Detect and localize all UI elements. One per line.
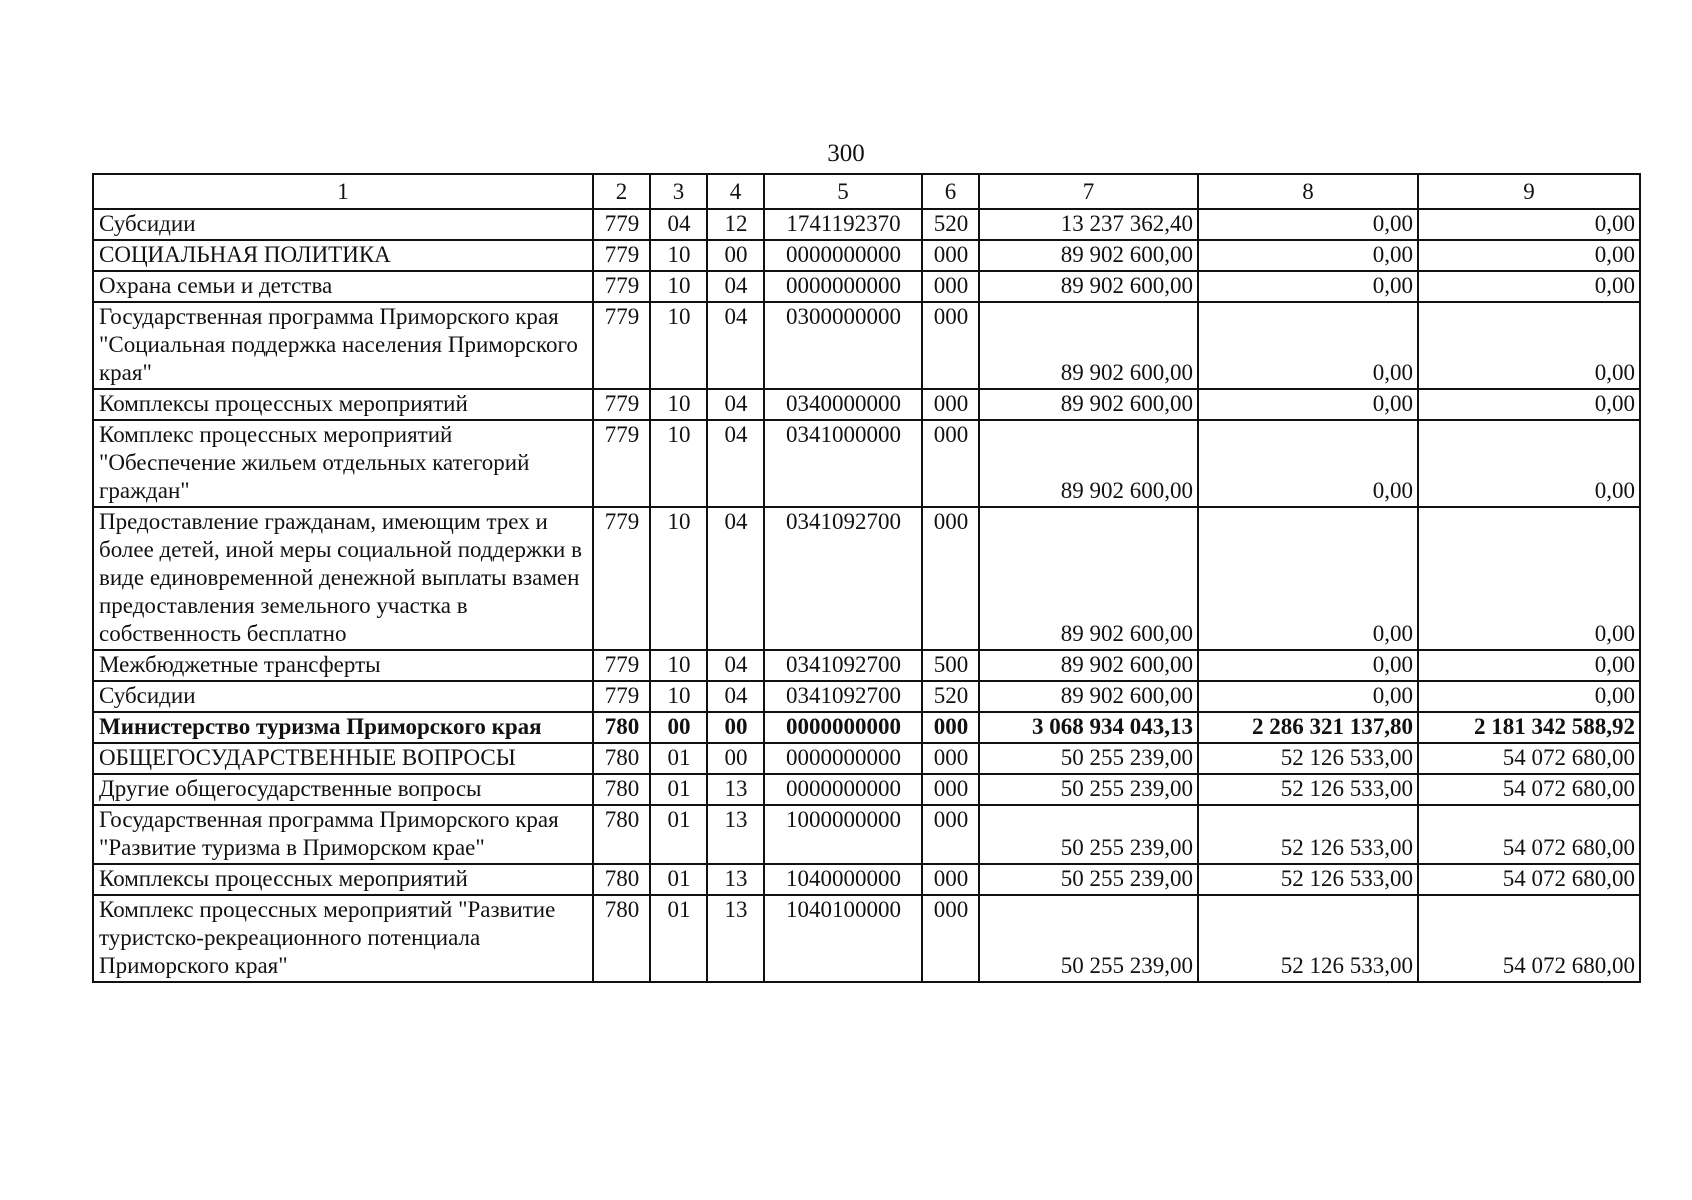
code-expense-type: 000: [922, 507, 979, 650]
row-name: Комплекс процессных мероприятий "Обеспечение жильем отдельных категорий граждан": [93, 420, 593, 507]
code-subsection: 04: [707, 302, 764, 389]
row-name: Комплексы процессных мероприятий: [93, 389, 593, 420]
amount-col7: 89 902 600,00: [979, 271, 1198, 302]
code-target: 0300000000: [764, 302, 922, 389]
amount-col9: 0,00: [1418, 240, 1640, 271]
code-subsection: 12: [707, 209, 764, 240]
code-subsection: 13: [707, 774, 764, 805]
code-section: 10: [650, 302, 707, 389]
code-admin: 779: [593, 420, 650, 507]
code-admin: 780: [593, 864, 650, 895]
code-subsection: 04: [707, 389, 764, 420]
table-row: [93, 712, 1640, 743]
amount-col8: 0,00: [1198, 650, 1418, 681]
code-expense-type: 000: [922, 712, 979, 743]
row-name: Комплекс процессных мероприятий "Развитие туристско-рекреационного потенциала Приморского края": [93, 895, 593, 982]
code-admin: 779: [593, 389, 650, 420]
amount-col8: 0,00: [1198, 209, 1418, 240]
row-name: Охрана семьи и детства: [93, 271, 593, 302]
table-row: [93, 302, 1640, 389]
column-header: 6: [922, 174, 979, 209]
row-name: Комплексы процессных мероприятий: [93, 864, 593, 895]
amount-col9: 0,00: [1418, 271, 1640, 302]
code-target: 1040100000: [764, 895, 922, 982]
code-target: 0000000000: [764, 240, 922, 271]
column-header: 7: [979, 174, 1198, 209]
row-name: Другие общегосударственные вопросы: [93, 774, 593, 805]
column-header: 5: [764, 174, 922, 209]
amount-col7: 50 255 239,00: [979, 895, 1198, 982]
amount-col7: 89 902 600,00: [979, 420, 1198, 507]
code-subsection: 13: [707, 805, 764, 864]
amount-col8: 0,00: [1198, 389, 1418, 420]
row-name: Субсидии: [93, 209, 593, 240]
budget-table: [92, 173, 1641, 983]
code-target: 0341000000: [764, 420, 922, 507]
table-row: [93, 743, 1640, 774]
code-section: 01: [650, 774, 707, 805]
column-header: 8: [1198, 174, 1418, 209]
code-expense-type: 000: [922, 420, 979, 507]
amount-col9: 0,00: [1418, 507, 1640, 650]
amount-col7: 89 902 600,00: [979, 389, 1198, 420]
amount-col7: 89 902 600,00: [979, 240, 1198, 271]
table-row: [93, 271, 1640, 302]
code-subsection: 13: [707, 864, 764, 895]
amount-col7: 50 255 239,00: [979, 743, 1198, 774]
code-target: 0000000000: [764, 774, 922, 805]
code-subsection: 04: [707, 420, 764, 507]
amount-col8: 52 126 533,00: [1198, 864, 1418, 895]
code-admin: 780: [593, 743, 650, 774]
column-header: 9: [1418, 174, 1640, 209]
code-target: 1000000000: [764, 805, 922, 864]
code-admin: 779: [593, 271, 650, 302]
code-expense-type: 520: [922, 681, 979, 712]
code-subsection: 00: [707, 712, 764, 743]
amount-col7: 13 237 362,40: [979, 209, 1198, 240]
amount-col8: 0,00: [1198, 240, 1418, 271]
header-row: [93, 174, 1640, 209]
code-target: 0000000000: [764, 743, 922, 774]
amount-col8: 52 126 533,00: [1198, 743, 1418, 774]
amount-col7: 3 068 934 043,13: [979, 712, 1198, 743]
code-target: 1741192370: [764, 209, 922, 240]
amount-col8: 52 126 533,00: [1198, 774, 1418, 805]
code-expense-type: 000: [922, 302, 979, 389]
amount-col9: 0,00: [1418, 209, 1640, 240]
amount-col7: 89 902 600,00: [979, 650, 1198, 681]
amount-col7: 89 902 600,00: [979, 681, 1198, 712]
code-section: 01: [650, 895, 707, 982]
amount-col8: 0,00: [1198, 271, 1418, 302]
code-expense-type: 000: [922, 864, 979, 895]
amount-col9: 0,00: [1418, 681, 1640, 712]
amount-col9: 2 181 342 588,92: [1418, 712, 1640, 743]
code-section: 04: [650, 209, 707, 240]
code-expense-type: 500: [922, 650, 979, 681]
amount-col9: 0,00: [1418, 420, 1640, 507]
column-header: 4: [707, 174, 764, 209]
code-section: 10: [650, 507, 707, 650]
code-target: 0340000000: [764, 389, 922, 420]
code-expense-type: 000: [922, 389, 979, 420]
amount-col9: 54 072 680,00: [1418, 743, 1640, 774]
amount-col8: 52 126 533,00: [1198, 895, 1418, 982]
code-target: 0000000000: [764, 271, 922, 302]
amount-col8: 0,00: [1198, 302, 1418, 389]
amount-col9: 54 072 680,00: [1418, 774, 1640, 805]
code-target: 0341092700: [764, 681, 922, 712]
code-section: 10: [650, 420, 707, 507]
table-row: [93, 507, 1640, 650]
amount-col8: 52 126 533,00: [1198, 805, 1418, 864]
amount-col7: 89 902 600,00: [979, 507, 1198, 650]
table-row: [93, 420, 1640, 507]
row-name: Межбюджетные трансферты: [93, 650, 593, 681]
code-section: 00: [650, 712, 707, 743]
code-subsection: 00: [707, 743, 764, 774]
row-name: Государственная программа Приморского края "Развитие туризма в Приморском крае": [93, 805, 593, 864]
code-target: 0341092700: [764, 507, 922, 650]
code-subsection: 04: [707, 650, 764, 681]
amount-col9: 0,00: [1418, 389, 1640, 420]
code-subsection: 04: [707, 681, 764, 712]
amount-col7: 50 255 239,00: [979, 805, 1198, 864]
page-number: 300: [827, 140, 865, 167]
code-expense-type: 520: [922, 209, 979, 240]
code-admin: 780: [593, 712, 650, 743]
amount-col7: 50 255 239,00: [979, 864, 1198, 895]
column-header: 2: [593, 174, 650, 209]
table-row: [93, 805, 1640, 864]
code-admin: 780: [593, 805, 650, 864]
code-admin: 779: [593, 240, 650, 271]
table-row: [93, 895, 1640, 982]
code-expense-type: 000: [922, 271, 979, 302]
amount-col9: 0,00: [1418, 650, 1640, 681]
row-name: Предоставление гражданам, имеющим трех и более детей, иной меры социальной поддержки в виде единовременной денежной выплаты взамен предоставления земельного участка в собственность бесплатно: [93, 507, 593, 650]
table-row: [93, 650, 1640, 681]
amount-col9: 54 072 680,00: [1418, 895, 1640, 982]
code-admin: 779: [593, 507, 650, 650]
code-expense-type: 000: [922, 240, 979, 271]
code-section: 10: [650, 240, 707, 271]
row-name: Субсидии: [93, 681, 593, 712]
amount-col9: 0,00: [1418, 302, 1640, 389]
table-row: [93, 774, 1640, 805]
amount-col8: 2 286 321 137,80: [1198, 712, 1418, 743]
code-admin: 779: [593, 650, 650, 681]
code-expense-type: 000: [922, 895, 979, 982]
row-name: СОЦИАЛЬНАЯ ПОЛИТИКА: [93, 240, 593, 271]
column-header: 1: [93, 174, 593, 209]
code-expense-type: 000: [922, 743, 979, 774]
code-admin: 780: [593, 895, 650, 982]
code-admin: 779: [593, 681, 650, 712]
code-section: 01: [650, 743, 707, 774]
table-row: [93, 240, 1640, 271]
row-name: ОБЩЕГОСУДАРСТВЕННЫЕ ВОПРОСЫ: [93, 743, 593, 774]
amount-col8: 0,00: [1198, 420, 1418, 507]
code-admin: 779: [593, 302, 650, 389]
table-row: [93, 681, 1640, 712]
table-row: [93, 864, 1640, 895]
code-section: 01: [650, 864, 707, 895]
table-row: [93, 389, 1640, 420]
code-section: 10: [650, 271, 707, 302]
amount-col8: 0,00: [1198, 681, 1418, 712]
code-admin: 779: [593, 209, 650, 240]
code-section: 10: [650, 681, 707, 712]
code-target: 0341092700: [764, 650, 922, 681]
row-name: Государственная программа Приморского края "Социальная поддержка населения Приморского края": [93, 302, 593, 389]
code-target: 0000000000: [764, 712, 922, 743]
code-expense-type: 000: [922, 774, 979, 805]
code-section: 01: [650, 805, 707, 864]
code-expense-type: 000: [922, 805, 979, 864]
amount-col9: 54 072 680,00: [1418, 805, 1640, 864]
code-target: 1040000000: [764, 864, 922, 895]
table-row: [93, 209, 1640, 240]
row-name: Министерство туризма Приморского края: [93, 712, 593, 743]
amount-col8: 0,00: [1198, 507, 1418, 650]
amount-col7: 89 902 600,00: [979, 302, 1198, 389]
column-header: 3: [650, 174, 707, 209]
code-subsection: 13: [707, 895, 764, 982]
code-admin: 780: [593, 774, 650, 805]
code-subsection: 04: [707, 507, 764, 650]
code-subsection: 04: [707, 271, 764, 302]
code-section: 10: [650, 389, 707, 420]
amount-col9: 54 072 680,00: [1418, 864, 1640, 895]
amount-col7: 50 255 239,00: [979, 774, 1198, 805]
code-subsection: 00: [707, 240, 764, 271]
code-section: 10: [650, 650, 707, 681]
